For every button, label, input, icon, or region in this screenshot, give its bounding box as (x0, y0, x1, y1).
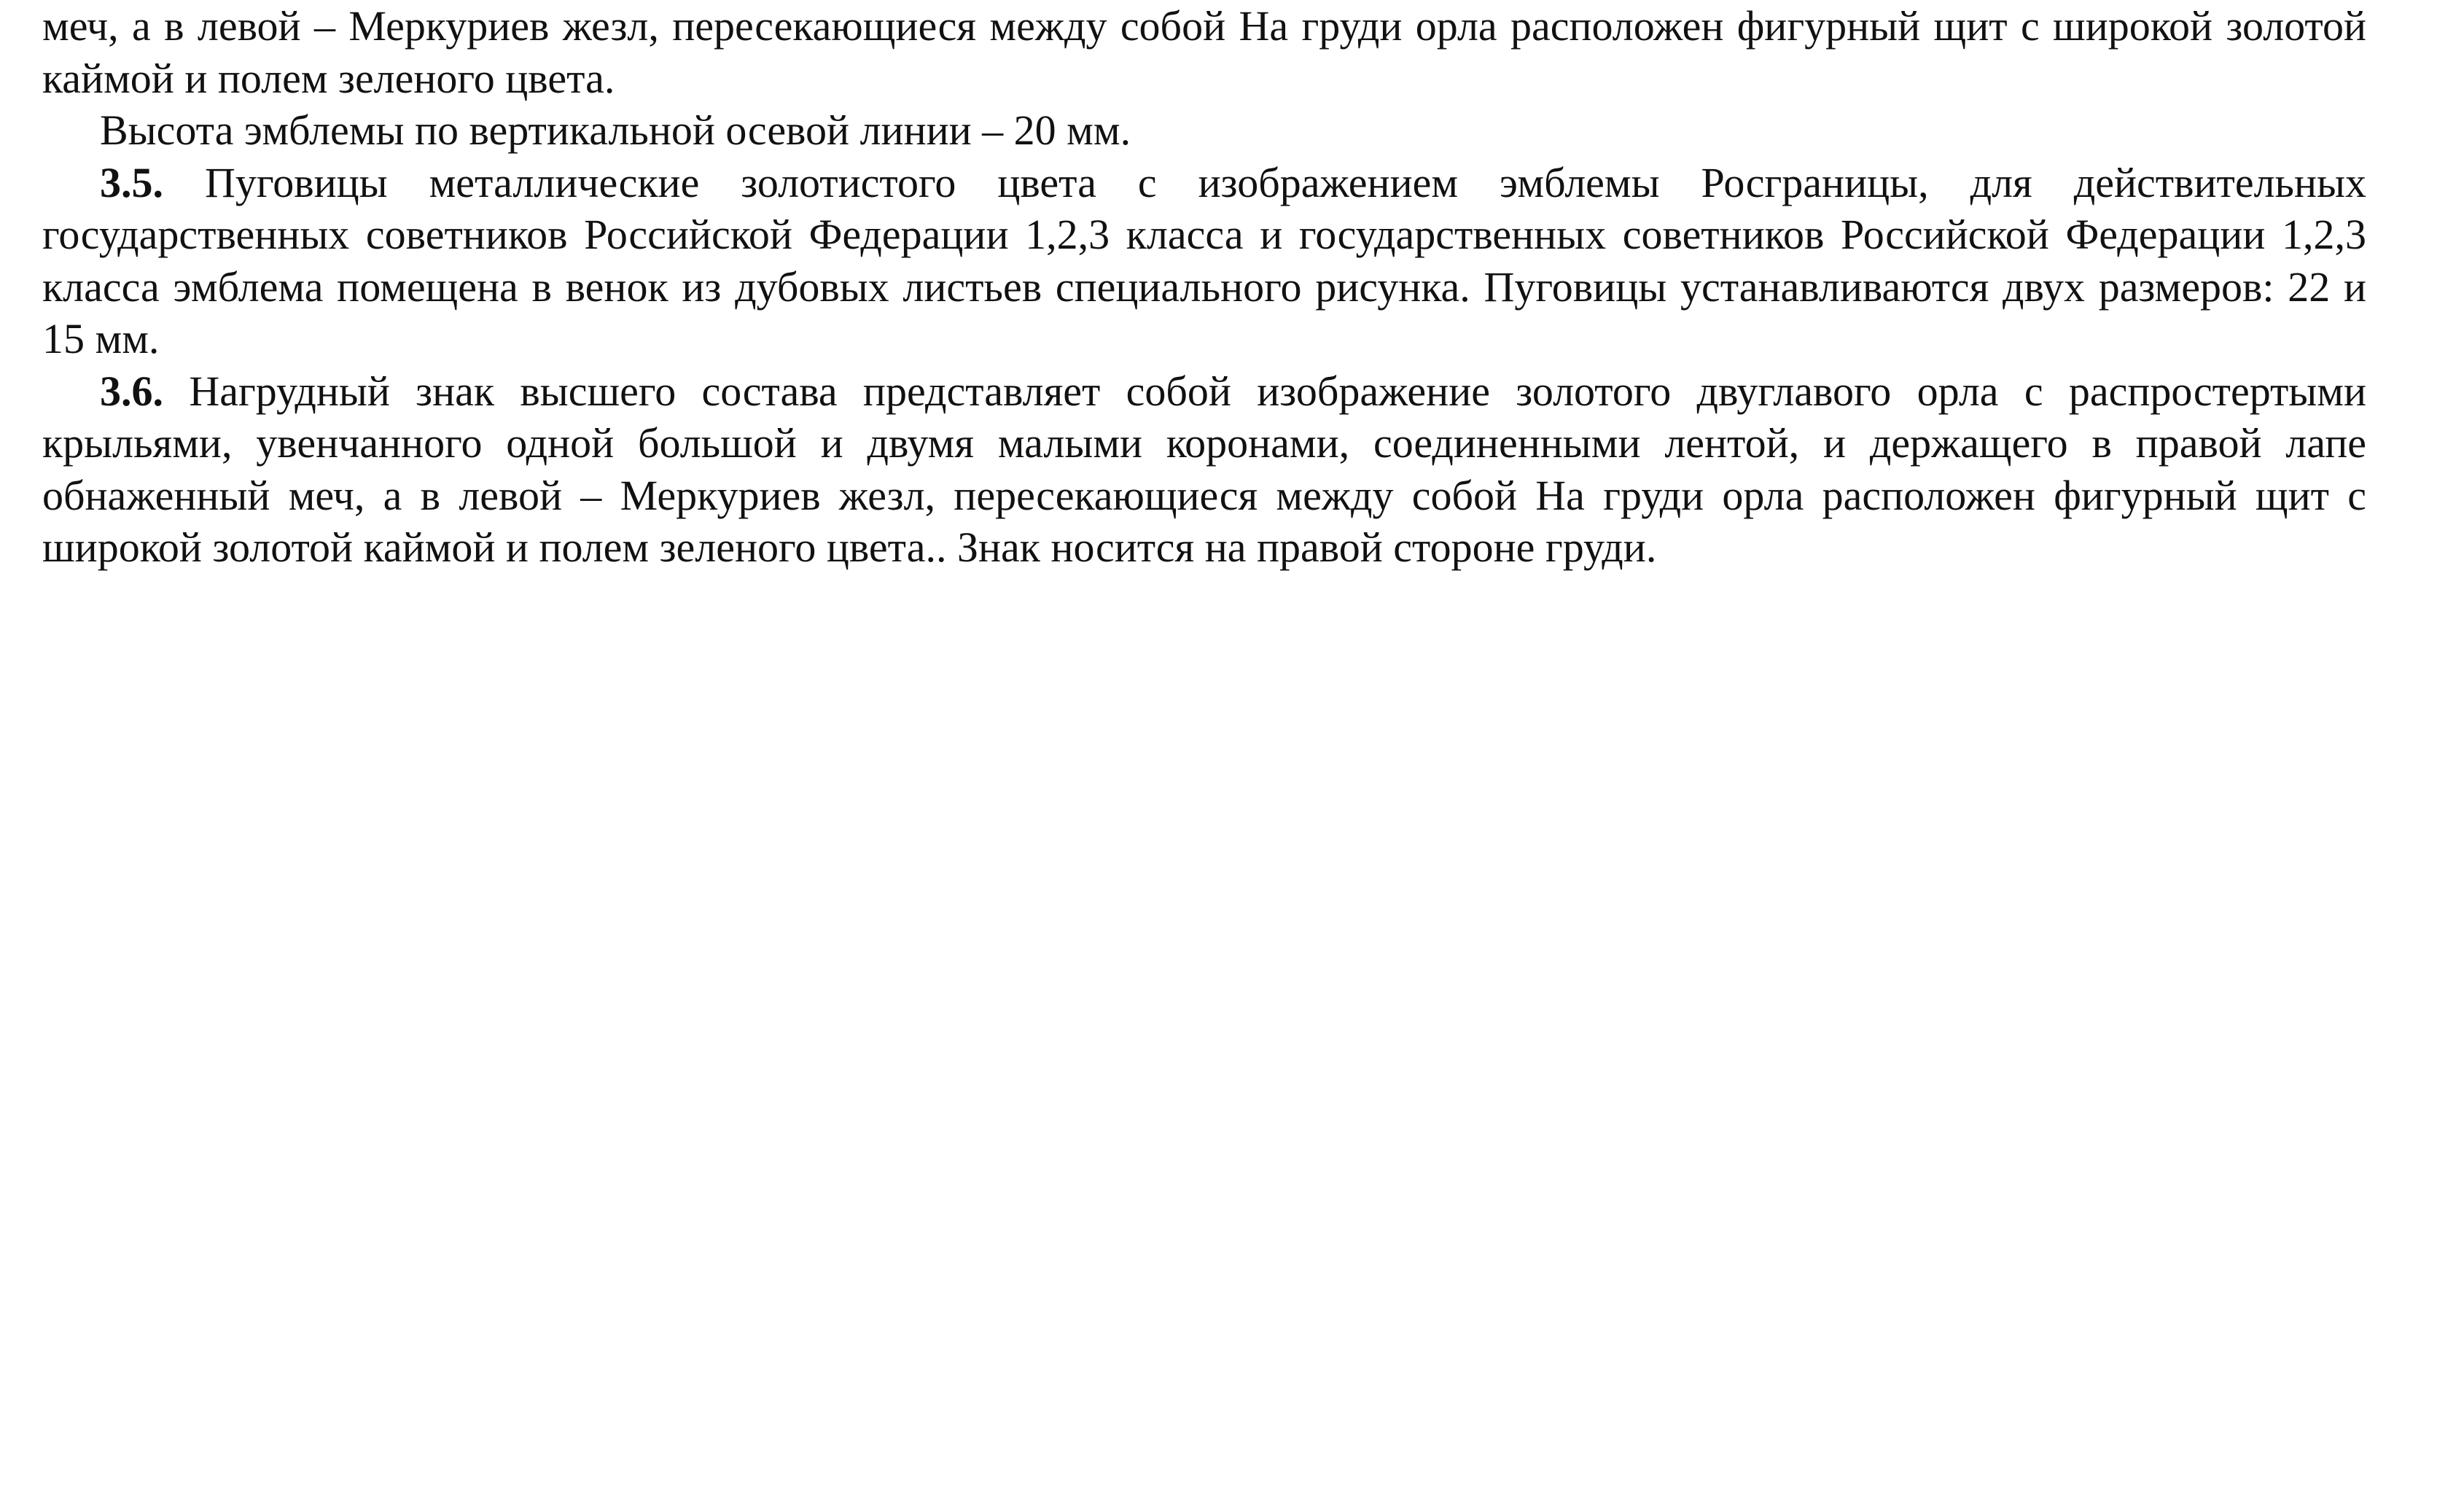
paragraph-text: меч, а в левой – Меркуриев жезл, пересекающиеся между собой На груди орла расположен фигурный щит с широкой золотой каймой и полем зеленого цвета. (42, 2, 2366, 102)
paragraph-3-6-badge (42, 365, 2366, 574)
section-number: 3.6. (100, 367, 163, 415)
section-number: 3.5. (100, 158, 163, 206)
paragraph-text: Нагрудный знак высшего состава представляет собой изображение золотого двуглавого орла с распростертыми крыльями, увенчанного одной большой и двумя малыми коронами, соединенными лентой, и держащего в правой лапе обнаженный меч, а в левой – Меркуриев жезл, пересекающиеся между собой На груди орла расположен фигурный щит с широкой золотой каймой и полем зеленого цвета.. Знак носится на правой стороне груди. (42, 367, 2366, 571)
paragraph-3-5-buttons (42, 157, 2366, 365)
paragraph-emblem-height (42, 104, 2366, 157)
document-page (42, 0, 2366, 574)
paragraph-text: Высота эмблемы по вертикальной осевой линии – 20 мм. (100, 106, 1131, 154)
paragraph-continuation (42, 0, 2366, 104)
paragraph-text: Пуговицы металлические золотистого цвета с изображением эмблемы Росграницы, для действительных государственных советников Российской Федерации 1,2,3 класса и государственных советников Российской Федерации 1,2,3 класса эмблема помещена в венок из дубовых листьев специального рисунка. Пуговицы устанавливаются двух размеров: 22 и 15 мм. (42, 158, 2366, 362)
